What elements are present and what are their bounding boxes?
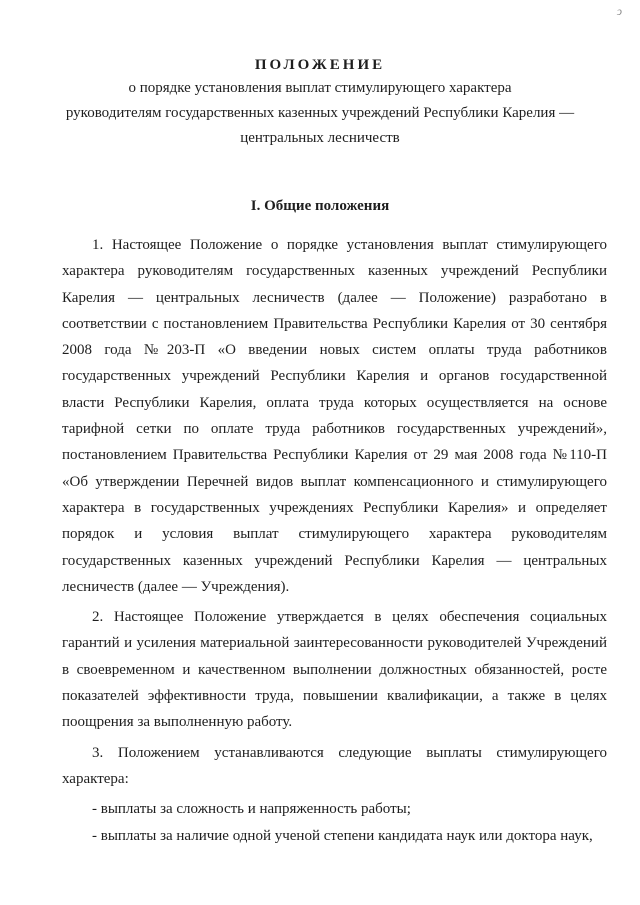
corner-mark: ↄ [616, 4, 622, 18]
subtitle-line: центральных лесничеств [240, 130, 400, 146]
bullet-item: - выплаты за наличие одной ученой степени кандидата наук или доктора наук, [92, 827, 593, 844]
paragraph-1: 1. Настоящее Положение о порядке установления выплат стимулирующего характера руководителям государственных казенных учреждений Республики Карелия — центральных лесничеств (далее — Положение) разработано в соответствии с постановлением Правительства Республики Карелия от 30 сентября 2008 года №203-П «О введении новых систем оплаты труда работников государственных учреждений Республики Карелия и органов государственной власти Республики Карелия, оплата труда которых осуществляется на основе тарифной сетки по оплате труда работников государственных учреждений», постановлением Правительства Республики Карелия от 29 мая 2008 года №110-П «Об утверждении Перечней видов выплат компенсационного и стимулирующего характера в государственных учреждениях Республики Карелия» и определяет порядок и условия выплат стимулирующего характера руководителям государственных казенных учреждений Республики Карелия — центральных лесничеств (далее — Учреждения). [62, 237, 607, 595]
body-text [62, 232, 607, 849]
paragraph-3: 3. Положением устанавливаются следующие выплаты стимулирующего характера: [62, 744, 607, 787]
section-heading: I. Общие положения [250, 198, 390, 214]
paragraph-2: 2. Настоящее Положение утверждается в целях обеспечения социальных гарантий и усиления материальной заинтересованности руководителей Учреждений в своевременном и качественном выполнении должностных обязанностей, росте показателей эффективности труда, повышении квалификации, а также в целях поощрения за выполненную работу. [62, 609, 607, 731]
document-title: ПОЛОЖЕНИЕ [254, 57, 386, 73]
subtitle-line: о порядке установления выплат стимулирующего характера [128, 80, 512, 96]
title-block [0, 54, 640, 151]
bullet-item: - выплаты за сложность и напряженность работы; [92, 801, 411, 818]
subtitle-line: руководителям государственных казенных учреждений Республики Карелия — [65, 105, 575, 121]
